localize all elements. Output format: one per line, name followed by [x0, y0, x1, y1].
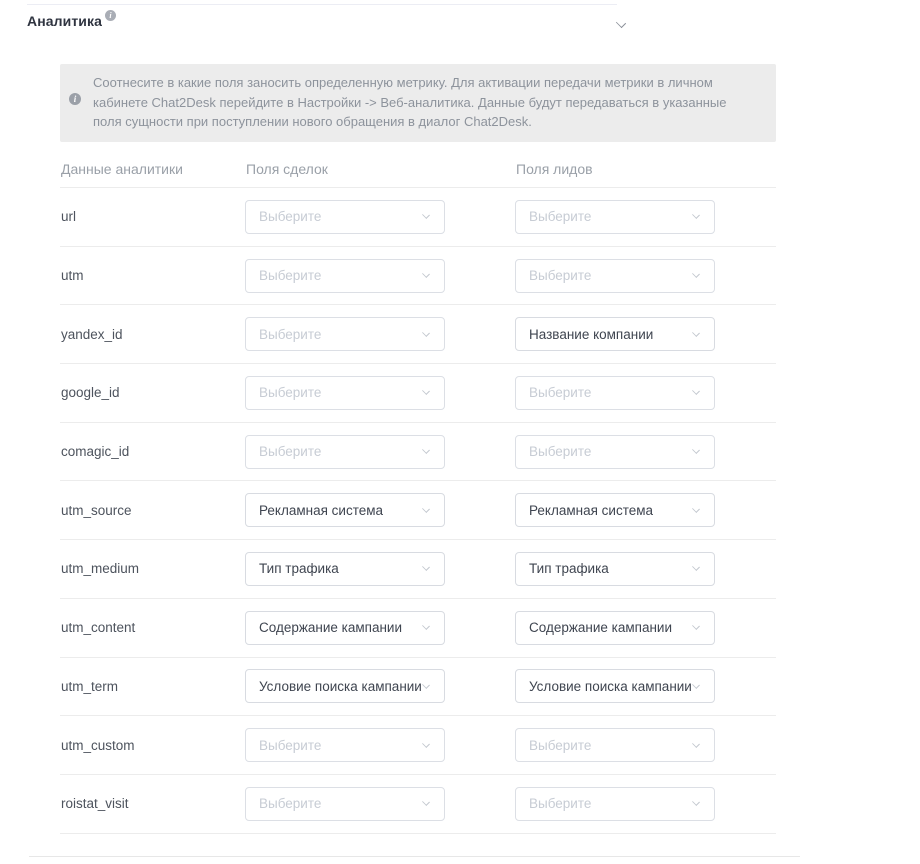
- chevron-down-icon: [422, 623, 431, 632]
- chevron-down-icon: [692, 212, 701, 221]
- lead-field-select[interactable]: [515, 728, 715, 762]
- deal-field-select-value: Выберите: [259, 737, 322, 753]
- chevron-down-icon: [692, 506, 701, 515]
- deal-field-select-value: Выберите: [259, 326, 322, 342]
- chevron-down-icon: [692, 447, 701, 456]
- lead-field-select[interactable]: [515, 552, 715, 586]
- metric-label: google_id: [61, 385, 120, 401]
- chevron-down-icon: [422, 682, 431, 691]
- chevron-down-icon: [692, 388, 701, 397]
- column-header-lead-fields: Поля лидов: [516, 160, 593, 177]
- chevron-glyph: [616, 18, 626, 28]
- section-bottom-divider: [29, 856, 800, 857]
- deal-field-select-value: Выберите: [259, 268, 322, 284]
- deal-field-select[interactable]: [245, 200, 445, 234]
- deal-field-select[interactable]: [245, 669, 445, 703]
- lead-field-select-value: Выберите: [529, 209, 592, 225]
- deal-field-select[interactable]: [245, 317, 445, 351]
- deal-field-select[interactable]: [245, 552, 445, 586]
- table-row: [60, 188, 776, 247]
- metric-label: utm_medium: [61, 561, 140, 577]
- metric-label: utm_custom: [61, 737, 135, 753]
- chevron-down-icon: [422, 799, 431, 808]
- lead-field-select-value: Выберите: [529, 268, 592, 284]
- deal-field-select-value: Тип трафика: [259, 561, 339, 577]
- table-row: [60, 599, 776, 658]
- deal-field-select[interactable]: [245, 376, 445, 410]
- table-row: [60, 305, 776, 364]
- info-icon[interactable]: i: [105, 10, 116, 21]
- table-row: [60, 716, 776, 775]
- chevron-down-icon[interactable]: [614, 16, 630, 32]
- chevron-down-icon: [422, 564, 431, 573]
- deal-field-select[interactable]: [245, 611, 445, 645]
- lead-field-select-value: Условие поиска кампании: [529, 678, 692, 694]
- info-banner: [60, 64, 776, 142]
- chevron-down-icon: [692, 682, 701, 691]
- chevron-down-icon: [692, 271, 701, 280]
- section-header: [27, 13, 617, 33]
- lead-field-select-value: Выберите: [529, 796, 592, 812]
- lead-field-select[interactable]: [515, 376, 715, 410]
- deal-field-select-value: Выберите: [259, 796, 322, 812]
- chevron-down-icon: [692, 330, 701, 339]
- lead-field-select-value: Содержание кампании: [529, 620, 672, 636]
- chevron-down-icon: [422, 271, 431, 280]
- deal-field-select-value: Выберите: [259, 209, 322, 225]
- analytics-mapping-table: [60, 150, 776, 834]
- lead-field-select[interactable]: [515, 435, 715, 469]
- table-row: [60, 423, 776, 482]
- metric-label: yandex_id: [61, 326, 123, 342]
- metric-label: roistat_visit: [61, 796, 129, 812]
- metric-label: utm: [61, 268, 84, 284]
- column-header-metric: Данные аналитики: [61, 160, 183, 177]
- table-body: [60, 188, 776, 834]
- lead-field-select[interactable]: [515, 317, 715, 351]
- lead-field-select[interactable]: [515, 669, 715, 703]
- lead-field-select[interactable]: [515, 259, 715, 293]
- chevron-down-icon: [422, 330, 431, 339]
- chevron-down-icon: [692, 623, 701, 632]
- section-title: Аналитика: [27, 13, 103, 29]
- lead-field-select-value: Название компании: [529, 326, 654, 342]
- chevron-down-icon: [422, 506, 431, 515]
- table-row: [60, 775, 776, 834]
- lead-field-select[interactable]: [515, 200, 715, 234]
- chevron-down-icon: [692, 741, 701, 750]
- metric-label: url: [61, 209, 77, 225]
- column-header-deal-fields: Поля сделок: [246, 160, 328, 177]
- lead-field-select-value: Выберите: [529, 444, 592, 460]
- table-row: [60, 247, 776, 306]
- chevron-down-icon: [422, 447, 431, 456]
- deal-field-select[interactable]: [245, 787, 445, 821]
- chevron-down-icon: [692, 564, 701, 573]
- metric-label: utm_content: [61, 620, 136, 636]
- deal-field-select-value: Рекламная система: [259, 502, 384, 518]
- deal-field-select-value: Выберите: [259, 444, 322, 460]
- lead-field-select[interactable]: [515, 493, 715, 527]
- lead-field-select-value: Рекламная система: [529, 502, 654, 518]
- chevron-down-icon: [692, 799, 701, 808]
- chevron-down-icon: [422, 388, 431, 397]
- table-row: [60, 658, 776, 717]
- metric-label: utm_term: [61, 678, 119, 694]
- table-header-row: [60, 150, 776, 188]
- table-row: [60, 481, 776, 540]
- deal-field-select-value: Выберите: [259, 385, 322, 401]
- table-row: [60, 364, 776, 423]
- lead-field-select-value: Тип трафика: [529, 561, 609, 577]
- lead-field-select-value: Выберите: [529, 385, 592, 401]
- deal-field-select[interactable]: [245, 493, 445, 527]
- deal-field-select-value: Содержание кампании: [259, 620, 402, 636]
- deal-field-select[interactable]: [245, 259, 445, 293]
- deal-field-select[interactable]: [245, 728, 445, 762]
- deal-field-select[interactable]: [245, 435, 445, 469]
- lead-field-select[interactable]: [515, 787, 715, 821]
- metric-label: comagic_id: [61, 444, 130, 460]
- metric-label: utm_source: [61, 502, 132, 518]
- chevron-down-icon: [422, 741, 431, 750]
- chevron-down-icon: [422, 212, 431, 221]
- table-row: [60, 540, 776, 599]
- lead-field-select-value: Выберите: [529, 737, 592, 753]
- info-icon: i: [69, 93, 81, 105]
- info-banner-text: Соотнесите в какие поля заносить определенную метрику. Для активации передачи метрики в личном кабинете Chat2Desk перейдите в Настройки -> Веб-аналитика. Данные будут передаваться в указанные поля сущности при поступлении нового обращения в диалог Chat2Desk.: [93, 75, 727, 129]
- deal-field-select-value: Условие поиска кампании: [259, 678, 422, 694]
- section-top-divider: [27, 4, 617, 5]
- lead-field-select[interactable]: [515, 611, 715, 645]
